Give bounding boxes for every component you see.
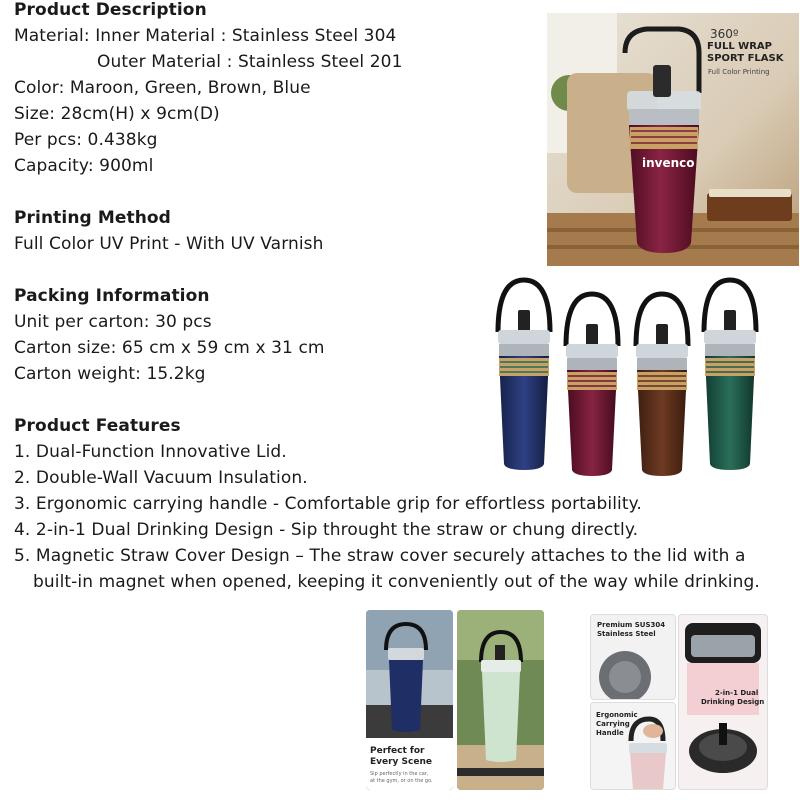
material-inner-text: Material: Inner Material : Stainless Steel 304 [14, 26, 397, 46]
badge-360: 360º [710, 27, 739, 41]
unit-per-carton-text: Unit per carton: 30 pcs [14, 312, 212, 332]
hero-product-photo [547, 13, 799, 266]
drink-label-2: Drinking Design [701, 698, 765, 706]
feature-item: 4. 2-in-1 Dual Drinking Design - Sip throught the straw or chung directly. [14, 520, 639, 540]
printing-method-text: Full Color UV Print - With UV Varnish [14, 234, 324, 254]
weight-text: Per pcs: 0.438kg [14, 130, 158, 150]
printing-method-heading: Printing Method [14, 208, 171, 228]
material-outer-text: Outer Material : Stainless Steel 201 [97, 52, 403, 72]
feature-item: 2. Double-Wall Vacuum Insulation. [14, 468, 308, 488]
product-features-heading: Product Features [14, 416, 181, 436]
size-text: Size: 28cm(H) x 9cm(D) [14, 104, 220, 124]
handle-label-1: Ergonomic [596, 711, 638, 719]
feature-handle-tile [590, 702, 676, 790]
carton-weight-text: Carton weight: 15.2kg [14, 364, 206, 384]
scene-title-1: Perfect for [370, 746, 425, 756]
brand-logo: invenco [642, 156, 695, 170]
scene-title-2: Every Scene [370, 757, 432, 767]
scene-sub-1: Sip perfectly in the car, [370, 771, 429, 777]
feature-lid-tile [678, 614, 768, 790]
badge-full-color: Full Color Printing [708, 68, 770, 76]
scene-outdoor-photo [457, 610, 544, 790]
feature-item: built-in magnet when opened, keeping it conveniently out of the way while drinking. [33, 572, 760, 592]
handle-label-2: Carrying [596, 720, 630, 728]
handle-label-3: Handle [596, 729, 624, 737]
feature-item: 1. Dual-Function Innovative Lid. [14, 442, 287, 462]
color-text: Color: Maroon, Green, Brown, Blue [14, 78, 311, 98]
color-variants-photo [490, 272, 770, 477]
tumbler-brown [636, 294, 688, 476]
packing-information-heading: Packing Information [14, 286, 210, 306]
badge-full-wrap: FULL WRAP [707, 41, 772, 52]
product-description-heading: Product Description [14, 0, 207, 20]
steel-label-2: Stainless Steel [597, 630, 656, 638]
feature-steel-tile [590, 614, 676, 700]
feature-item: 5. Magnetic Straw Cover Design – The straw cover securely attaches to the lid with a [14, 546, 746, 566]
capacity-text: Capacity: 900ml [14, 156, 154, 176]
tumbler-maroon [566, 294, 618, 476]
steel-label-1: Premium SUS304 [597, 621, 666, 629]
carton-size-text: Carton size: 65 cm x 59 cm x 31 cm [14, 338, 325, 358]
badge-sport-flask: SPORT FLASK [707, 53, 784, 64]
scene-car-photo [366, 610, 453, 790]
tumbler-green [704, 280, 756, 470]
feature-item: 3. Ergonomic carrying handle - Comfortable grip for effortless portability. [14, 494, 642, 514]
tumbler-blue [498, 280, 550, 470]
scene-sub-2: at the gym, or on the go. [370, 778, 433, 784]
drink-label-1: 2-in-1 Dual [715, 689, 759, 697]
